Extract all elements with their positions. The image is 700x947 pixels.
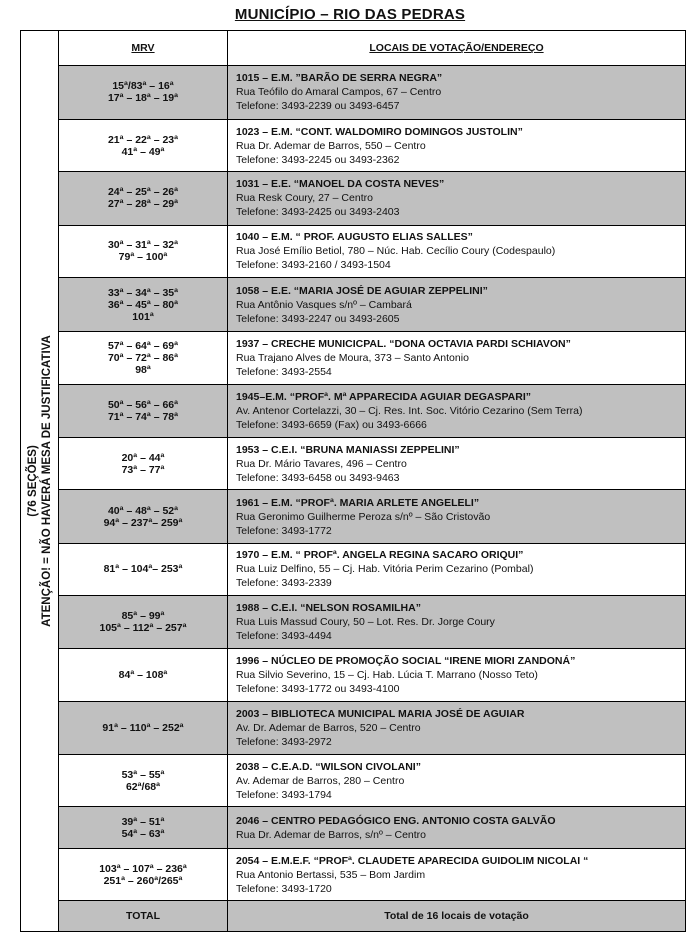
location-address: Rua Antonio Bertassi, 535 – Bom Jardim <box>236 868 426 881</box>
section-numbers: 94ª – 237ª– 259ª <box>103 516 183 529</box>
section-numbers: 101ª <box>132 310 154 323</box>
sections-cell <box>59 226 228 277</box>
location-cell <box>228 490 685 542</box>
location-cell <box>228 849 685 900</box>
side-note-line1: (76 SEÇÕES) <box>26 445 39 517</box>
location-name: 1023 – E.M. “CONT. WALDOMIRO DOMINGOS JUSTOLIN” <box>236 125 523 138</box>
sections-cell <box>59 807 228 848</box>
location-address: Av. Dr. Ademar de Barros, 520 – Centro <box>236 721 421 734</box>
sections-cell <box>59 702 228 754</box>
section-numbers: 24ª – 25ª – 26ª <box>107 186 179 199</box>
location-name: 1961 – E.M. “PROFª. MARIA ARLETE ANGELELI” <box>236 496 480 509</box>
location-address: Rua Teófilo do Amaral Campos, 67 – Centro <box>236 86 442 99</box>
section-numbers: 53ª – 55ª <box>121 768 165 781</box>
section-numbers: 105ª – 112ª – 257ª <box>99 622 187 635</box>
table-row <box>59 702 685 755</box>
section-numbers: 62ª/68ª <box>125 780 161 793</box>
table-row <box>59 649 685 701</box>
side-note-column <box>21 31 59 931</box>
sections-cell <box>59 66 228 119</box>
section-numbers: 36ª – 45ª – 80ª <box>107 298 179 311</box>
table-row <box>59 226 685 278</box>
section-numbers: 40ª – 48ª – 52ª <box>107 504 179 517</box>
section-numbers: 85ª – 99ª <box>121 610 165 623</box>
location-address: Rua Luiz Delfino, 55 – Cj. Hab. Vitória Perim Cezarino (Pombal) <box>236 563 534 576</box>
location-phone: Telefone: 3493-2339 <box>236 577 332 590</box>
sections-cell <box>59 120 228 171</box>
location-name: 1040 – E.M. “ PROF. AUGUSTO ELIAS SALLES” <box>236 231 473 244</box>
location-address: Rua Trajano Alves de Moura, 373 – Santo Antonio <box>236 351 469 364</box>
section-numbers: 21ª – 22ª – 23ª <box>107 133 179 146</box>
location-cell <box>228 278 685 331</box>
location-phone: Telefone: 3493-1794 <box>236 788 332 801</box>
location-address: Rua Geronimo Guilherme Peroza s/nº – São Cristovão <box>236 510 491 523</box>
location-name: 1953 – C.E.I. “BRUNA MANIASSI ZEPPELINI” <box>236 443 460 456</box>
sections-cell <box>59 596 228 648</box>
section-numbers: 41ª – 49ª <box>121 145 165 158</box>
header-mrv: MRV <box>59 31 228 65</box>
location-phone: Telefone: 3493-2554 <box>236 365 332 378</box>
location-phone: Telefone: 3493-2245 ou 3493-2362 <box>236 153 400 166</box>
location-cell <box>228 385 685 437</box>
section-numbers: 71ª – 74ª – 78ª <box>107 410 179 423</box>
section-numbers: 98ª <box>135 363 151 376</box>
location-phone: Telefone: 3493-1772 ou 3493-4100 <box>236 683 400 696</box>
section-numbers: 27ª – 28ª – 29ª <box>107 198 179 211</box>
location-address: Av. Antenor Cortelazzi, 30 – Cj. Res. Int. Soc. Vitório Cezarino (Sem Terra) <box>236 404 583 417</box>
sections-cell <box>59 649 228 700</box>
sections-cell <box>59 490 228 542</box>
section-numbers: 79ª – 100ª <box>118 251 168 264</box>
table-row <box>59 438 685 490</box>
section-numbers: 84ª – 108ª <box>118 669 168 682</box>
table-row <box>59 849 685 901</box>
table-row <box>59 544 685 596</box>
total-label: TOTAL <box>59 901 228 931</box>
location-cell <box>228 332 685 383</box>
location-phone: Telefone: 3493-2160 / 3493-1504 <box>236 259 391 272</box>
section-numbers: 57ª – 64ª – 69ª <box>107 339 179 352</box>
location-address: Rua Dr. Ademar de Barros, s/nº – Centro <box>236 828 427 841</box>
location-address: Av. Ademar de Barros, 280 – Centro <box>236 774 405 787</box>
location-cell <box>228 120 685 171</box>
table-row <box>59 755 685 807</box>
sections-cell <box>59 332 228 383</box>
table-row <box>59 332 685 384</box>
total-row <box>59 901 685 931</box>
side-note-line2: ATENÇÃO! = NÃO HAVERÁ MESA DE JUSTIFICATIVA <box>40 335 53 627</box>
section-numbers: 81ª – 104ª– 253ª <box>103 563 183 576</box>
location-name: 2038 – C.E.A.D. “WILSON CIVOLANI” <box>236 760 421 773</box>
location-phone: Telefone: 3493-1772 <box>236 524 332 537</box>
sections-cell <box>59 755 228 806</box>
location-name: 2046 – CENTRO PEDAGÓGICO ENG. ANTONIO COSTA GALVÃO <box>236 814 556 827</box>
table-grid <box>59 31 685 931</box>
page-title: MUNICÍPIO – RIO DAS PEDRAS <box>234 6 466 23</box>
table-row <box>59 278 685 332</box>
side-note <box>26 131 54 831</box>
table-row <box>59 807 685 849</box>
location-cell <box>228 226 685 277</box>
location-address: Rua José Emílio Betiol, 780 – Núc. Hab. Cecílio Coury (Codespaulo) <box>236 245 556 258</box>
section-numbers: 39ª – 51ª <box>121 815 165 828</box>
location-name: 1015 – E.M. ”BARÃO DE SERRA NEGRA” <box>236 72 443 85</box>
location-cell <box>228 807 685 848</box>
section-numbers: 73ª – 77ª <box>121 463 165 476</box>
location-name: 1996 – NÚCLEO DE PROMOÇÃO SOCIAL “IRENE MIORI ZANDONÁ” <box>236 655 576 668</box>
location-cell <box>228 755 685 806</box>
location-name: 1988 – C.E.I. “NELSON ROSAMILHA” <box>236 602 421 615</box>
location-cell <box>228 649 685 700</box>
table-row <box>59 385 685 438</box>
table-row <box>59 66 685 120</box>
location-cell <box>228 702 685 754</box>
header-locations: LOCAIS DE VOTAÇÃO/ENDEREÇO <box>369 41 544 54</box>
location-name: 2003 – BIBLIOTECA MUNICIPAL MARIA JOSÉ DE AGUIAR <box>236 707 525 720</box>
section-numbers: 20ª – 44ª <box>121 451 165 464</box>
location-cell <box>228 438 685 489</box>
location-cell <box>228 66 685 119</box>
section-numbers: 33ª – 34ª – 35ª <box>107 286 179 299</box>
sections-cell <box>59 849 228 900</box>
location-address: Rua Silvio Severino, 15 – Cj. Hab. Lúcia T. Marrano (Nosso Teto) <box>236 669 538 682</box>
voting-locations-table <box>20 30 686 932</box>
sections-cell <box>59 385 228 437</box>
location-phone: Telefone: 3493-4494 <box>236 630 332 643</box>
location-address: Rua Luis Massud Coury, 50 – Lot. Res. Dr. Jorge Coury <box>236 616 495 629</box>
location-name: 1058 – E.E. “MARIA JOSÉ DE AGUIAR ZEPPELINI” <box>236 284 488 297</box>
location-name: 1970 – E.M. “ PROFª. ANGELA REGINA SACARO ORIQUI” <box>236 549 524 562</box>
section-numbers: 15ª/83ª – 16ª <box>112 80 174 93</box>
section-numbers: 251ª – 260ª/265ª <box>103 874 183 887</box>
table-row <box>59 490 685 543</box>
location-phone: Telefone: 3493-6659 (Fax) ou 3493-6666 <box>236 418 427 431</box>
location-name: 2054 – E.M.E.F. “PROFª. CLAUDETE APARECIDA GUIDOLIM NICOLAI “ <box>236 854 589 867</box>
location-address: Rua Antônio Vasques s/nº – Cambará <box>236 298 412 311</box>
sections-cell <box>59 438 228 489</box>
location-phone: Telefone: 3493-2239 ou 3493-6457 <box>236 100 400 113</box>
location-cell <box>228 172 685 224</box>
section-numbers: 91ª – 110ª – 252ª <box>102 721 184 734</box>
location-cell <box>228 596 685 648</box>
sections-cell <box>59 278 228 331</box>
location-address: Rua Dr. Ademar de Barros, 550 – Centro <box>236 139 426 152</box>
sections-cell <box>59 544 228 595</box>
location-phone: Telefone: 3493-6458 ou 3493-9463 <box>236 471 400 484</box>
location-phone: Telefone: 3493-2972 <box>236 735 332 748</box>
location-address: Rua Resk Coury, 27 – Centro <box>236 192 373 205</box>
header-row <box>59 31 685 66</box>
section-numbers: 54ª – 63ª <box>121 827 165 840</box>
location-phone: Telefone: 3493-2425 ou 3493-2403 <box>236 206 400 219</box>
location-cell <box>228 544 685 595</box>
location-name: 1937 – CRECHE MUNICICPAL. “DONA OCTAVIA PARDI SCHIAVON” <box>236 337 571 350</box>
location-phone: Telefone: 3493-2247 ou 3493-2605 <box>236 312 400 325</box>
location-name: 1031 – E.E. “MANOEL DA COSTA NEVES” <box>236 178 445 191</box>
section-numbers: 70ª – 72ª – 86ª <box>107 351 179 364</box>
section-numbers: 30ª – 31ª – 32ª <box>107 239 179 252</box>
section-numbers: 17ª – 18ª – 19ª <box>107 92 179 105</box>
table-row <box>59 172 685 225</box>
location-address: Rua Dr. Mário Tavares, 496 – Centro <box>236 457 407 470</box>
section-numbers: 50ª – 56ª – 66ª <box>107 398 179 411</box>
table-row <box>59 596 685 649</box>
sections-cell <box>59 172 228 224</box>
location-phone: Telefone: 3493-1720 <box>236 882 332 895</box>
location-name: 1945–E.M. “PROFª. Mª APPARECIDA AGUIAR DEGASPARI” <box>236 390 532 403</box>
section-numbers: 103ª – 107ª – 236ª <box>99 862 187 875</box>
total-value: Total de 16 locais de votação <box>384 910 529 923</box>
table-row <box>59 120 685 172</box>
